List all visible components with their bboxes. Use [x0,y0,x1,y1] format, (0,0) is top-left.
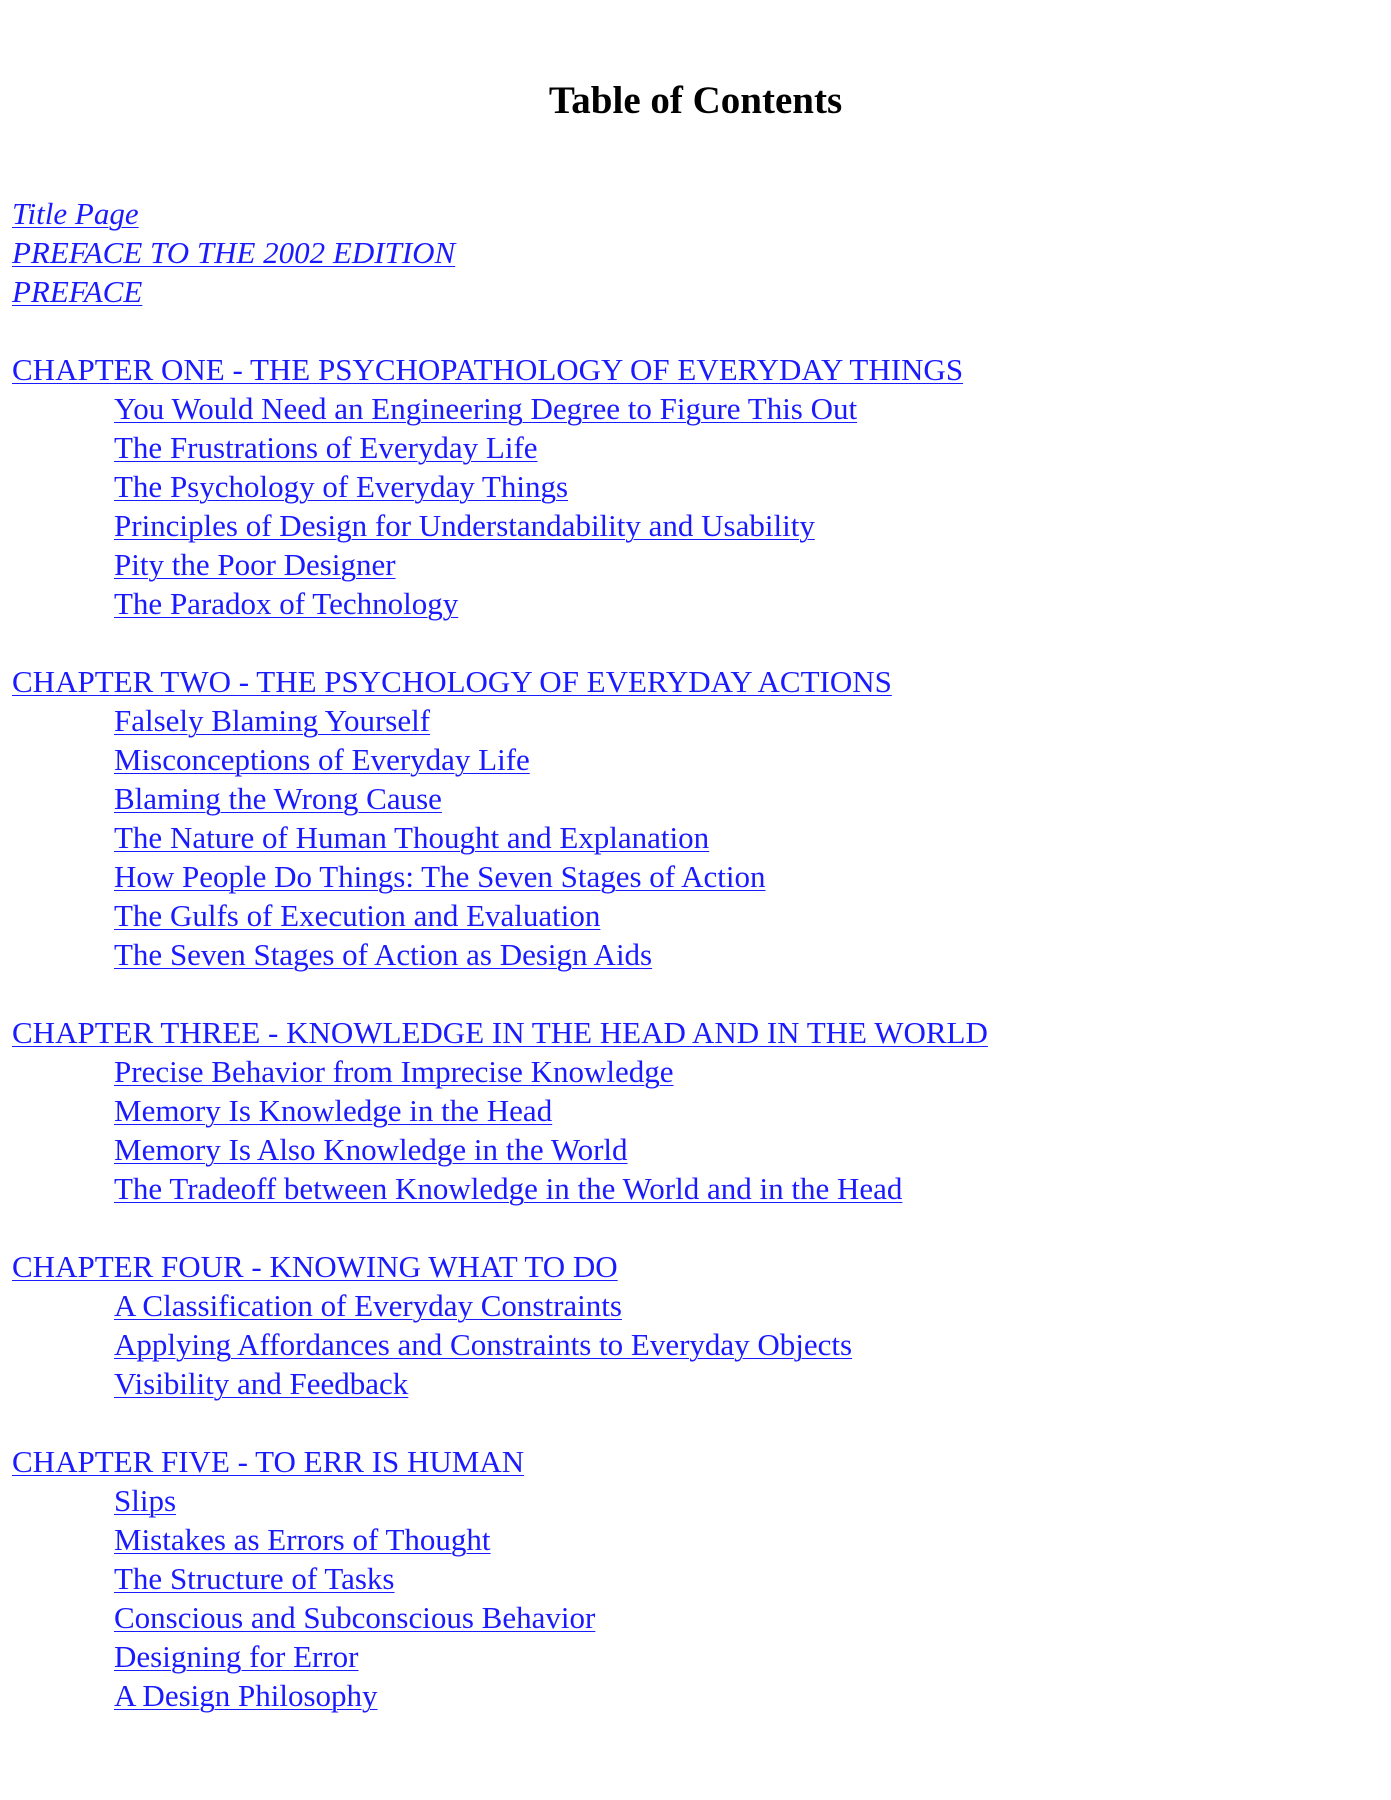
page-title: Table of Contents [548,79,843,122]
section-link[interactable]: The Seven Stages of Action as Design Aids [114,937,653,972]
section-link[interactable]: The Psychology of Everyday Things [114,469,569,504]
chapter-link[interactable]: CHAPTER ONE - THE PSYCHOPATHOLOGY OF EVERYDAY THINGS [12,352,964,387]
section-link[interactable]: You Would Need an Engineering Degree to Figure This Out [114,391,858,426]
toc-link-preface-2002[interactable]: PREFACE TO THE 2002 EDITION [12,235,456,270]
section-link[interactable]: Falsely Blaming Yourself [114,703,431,738]
table-of-contents [12,194,1372,1754]
section-link[interactable]: Misconceptions of Everyday Life [114,742,530,777]
section-link[interactable]: Precise Behavior from Imprecise Knowledge [114,1054,674,1089]
section-link[interactable]: Designing for Error [114,1639,359,1674]
chapter-block [12,1013,1372,1208]
section-link[interactable]: Memory Is Knowledge in the Head [114,1093,553,1128]
section-link[interactable]: The Paradox of Technology [114,586,459,621]
chapter-block [12,1247,1372,1403]
chapter-block [12,1442,1372,1715]
chapter-link[interactable]: CHAPTER FOUR - KNOWING WHAT TO DO [12,1249,618,1284]
front-matter-list [12,194,1372,311]
section-link[interactable]: A Design Philosophy [114,1678,378,1713]
section-link[interactable]: The Nature of Human Thought and Explanation [114,820,710,855]
section-link[interactable]: Visibility and Feedback [114,1366,409,1401]
section-link[interactable]: Pity the Poor Designer [114,547,396,582]
section-link[interactable]: Applying Affordances and Constraints to Everyday Objects [114,1327,853,1362]
section-link[interactable]: The Tradeoff between Knowledge in the World and in the Head [114,1171,903,1206]
section-link[interactable]: The Frustrations of Everyday Life [114,430,538,465]
toc-link-preface[interactable]: PREFACE [12,274,143,309]
section-link[interactable]: Principles of Design for Understandability and Usability [114,508,815,543]
chapter-block [12,350,1372,623]
toc-link-title-page[interactable]: Title Page [12,196,139,231]
section-link[interactable]: Mistakes as Errors of Thought [114,1522,491,1557]
section-link[interactable]: The Gulfs of Execution and Evaluation [114,898,601,933]
section-link[interactable]: Slips [114,1483,177,1518]
chapter-block [12,662,1372,974]
chapter-link[interactable]: CHAPTER TWO - THE PSYCHOLOGY OF EVERYDAY ACTIONS [12,664,892,699]
section-link[interactable]: Blaming the Wrong Cause [114,781,442,816]
section-link[interactable]: How People Do Things: The Seven Stages of Action [114,859,766,894]
section-link[interactable]: A Classification of Everyday Constraints [114,1288,622,1323]
section-link[interactable]: Conscious and Subconscious Behavior [114,1600,596,1635]
chapter-link[interactable]: CHAPTER FIVE - TO ERR IS HUMAN [12,1444,525,1479]
chapter-link[interactable]: CHAPTER THREE - KNOWLEDGE IN THE HEAD AND IN THE WORLD [12,1015,988,1050]
section-link[interactable]: Memory Is Also Knowledge in the World [114,1132,628,1167]
section-link[interactable]: The Structure of Tasks [114,1561,395,1596]
